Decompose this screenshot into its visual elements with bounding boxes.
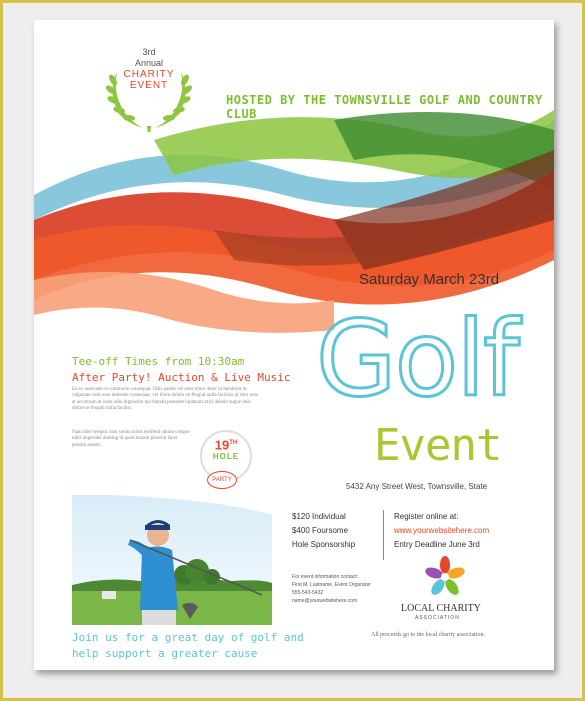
join-line1: Join us for a great day of golf and bbox=[72, 631, 304, 644]
price-individual: $120 Individual bbox=[292, 512, 346, 521]
event-address: 5432 Any Street West, Townsville, State bbox=[346, 482, 488, 491]
hosted-by-text: HOSTED BY THE TOWNSVILLE GOLF AND COUNTRY CLUB bbox=[226, 93, 543, 121]
contact-line2: First M. Lastname, Event Organizer bbox=[292, 582, 371, 588]
tee-off-times: Tee-off Times from 10:30am bbox=[72, 355, 245, 368]
golf-title-text: Golf bbox=[316, 300, 518, 415]
contact-line4: name@yourwebsitehere.com bbox=[292, 598, 358, 604]
lorem-paragraph-2: Nam liber tempor cum soluta nobis eleifend option congue nihil imperdiet doming id quod mazim placerat facer possim assum. bbox=[72, 430, 190, 448]
badge-line2: Annual bbox=[134, 58, 164, 68]
registration-info bbox=[394, 510, 489, 552]
register-url[interactable]: www.yourwebsitehere.com bbox=[394, 526, 490, 535]
proceeds-note: All proceeds go to the local charity association. bbox=[371, 632, 485, 638]
event-title: Event bbox=[374, 420, 502, 471]
party-label: PARTY bbox=[207, 471, 237, 489]
price-hole-sponsorship: Hole Sponsorship bbox=[292, 540, 356, 549]
golf-title bbox=[316, 300, 546, 415]
badge-line3: CHARITY bbox=[123, 69, 175, 80]
golfer-photo bbox=[72, 495, 272, 625]
price-foursome: $400 Foursome bbox=[292, 526, 349, 535]
contact-line3: 555-543-5432 bbox=[292, 590, 324, 596]
charity-sub: ASSOCIATION bbox=[415, 615, 460, 621]
contact-line1: For event information contact: bbox=[292, 574, 359, 580]
hole-suffix: TH bbox=[229, 440, 238, 446]
join-line2: help support a greater cause bbox=[72, 647, 258, 660]
charity-name: LOCAL CHARITY bbox=[401, 603, 481, 614]
badge-text bbox=[99, 47, 199, 91]
lorem-paragraph-1: Ea ex noncuem ut commodo consequat. Duis autem vel eum iriure dolor in hendrerit in vulputate velit esse molestie consequat, vel illum dolore eu feugiat nulla facilisis at vero eros et accumsan et iusto odio dignissim qui blandit praesent luptatum zzril delenit augue duis dolore te feugait nulla facilisi. bbox=[72, 387, 258, 411]
hole-number: 19 bbox=[214, 437, 230, 453]
join-us-text bbox=[72, 630, 304, 662]
flyer-page bbox=[34, 20, 554, 670]
badge-line4: EVENT bbox=[129, 80, 169, 91]
hole-word: HOLE bbox=[212, 452, 240, 462]
badge-line1: 3rd bbox=[142, 47, 156, 57]
register-label: Register online at: bbox=[394, 512, 459, 521]
charity-logo-icon bbox=[422, 555, 468, 599]
entry-deadline: Entry Deadline June 3rd bbox=[394, 540, 480, 549]
price-list bbox=[292, 510, 355, 552]
contact-info bbox=[292, 573, 371, 605]
after-party: After Party! Auction & Live Music bbox=[72, 371, 291, 384]
event-date: Saturday March 23rd bbox=[359, 271, 500, 288]
price-divider bbox=[383, 510, 384, 560]
